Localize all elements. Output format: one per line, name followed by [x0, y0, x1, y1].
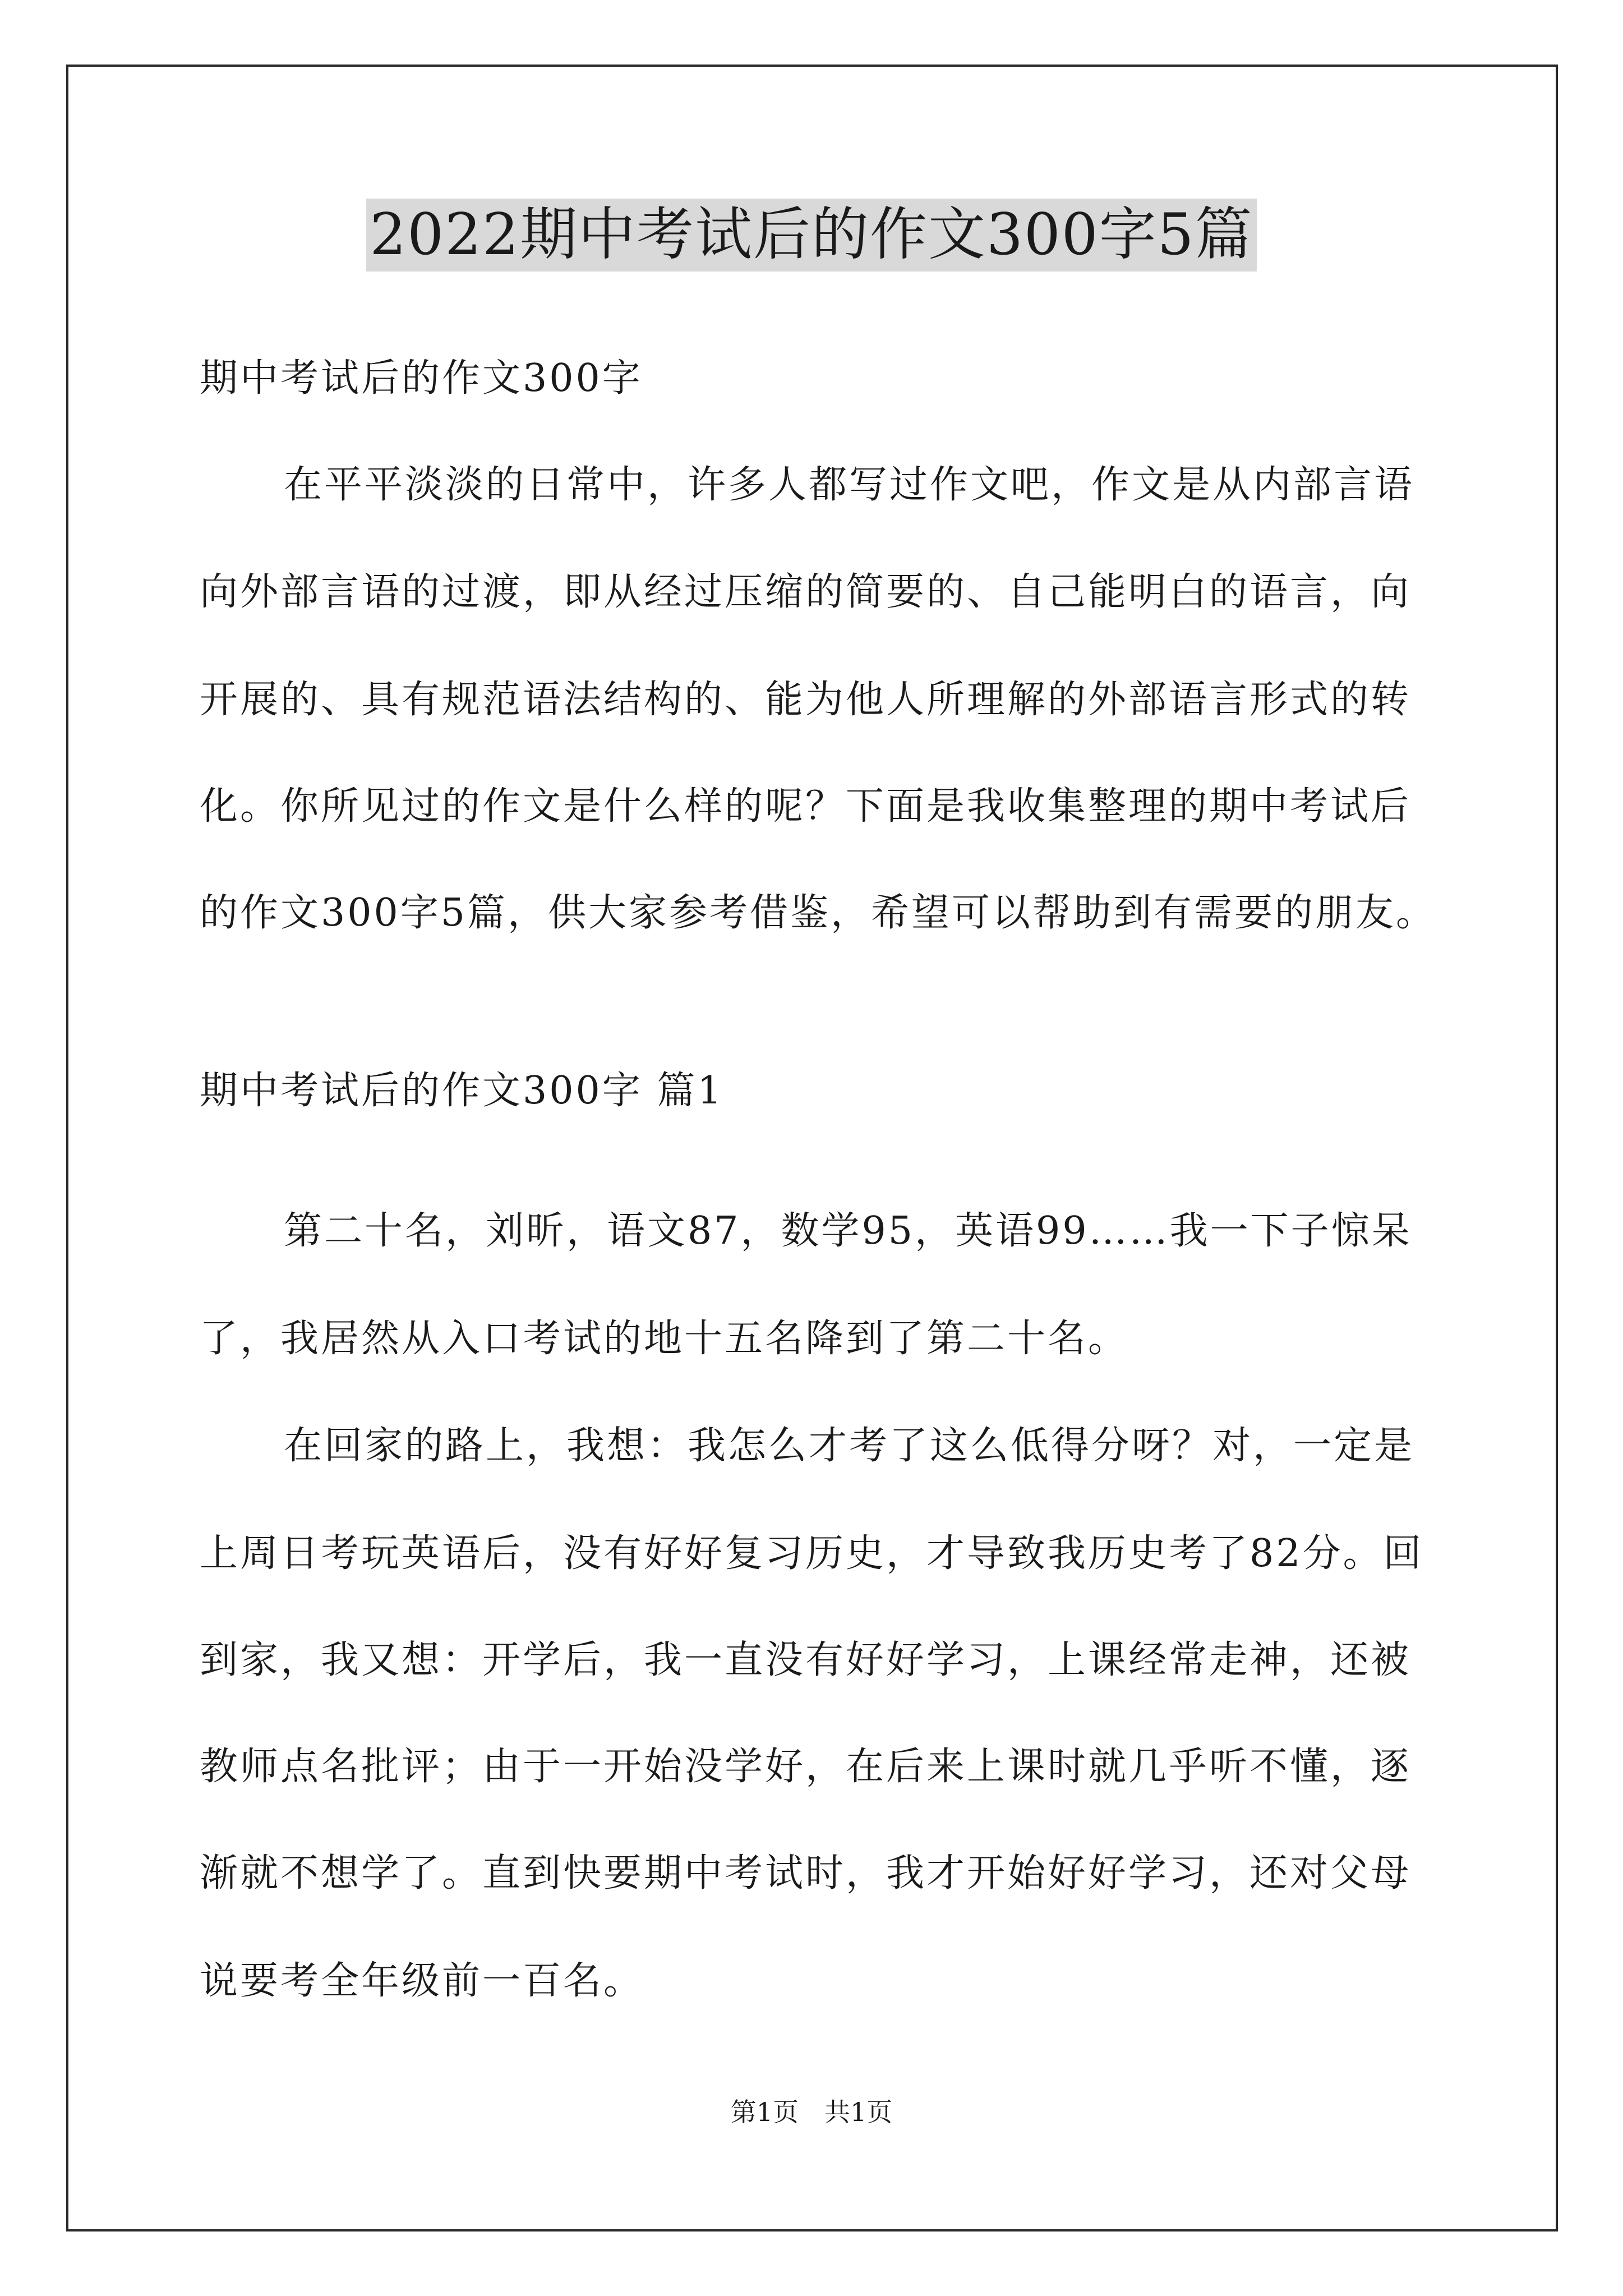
title-container	[0, 199, 1623, 272]
intro-line: 化。你所见过的作文是什么样的呢？下面是我收集整理的期中考试后	[200, 784, 1412, 829]
paragraph-line: 说要考全年级前一百名。	[200, 1959, 644, 2003]
intro-heading: 期中考试后的作文300字	[200, 356, 643, 401]
paragraph-line: 第二十名，刘昕，语文87，数学95，英语99……我一下子惊呆	[284, 1209, 1412, 1253]
intro-line: 向外部言语的过渡，即从经过压缩的简要的、自己能明白的语言，向	[200, 570, 1412, 614]
paragraph-line: 渐就不想学了。直到快要期中考试时，我才开始好好学习，还对父母	[200, 1851, 1412, 1895]
document-title: 2022期中考试后的作文300字5篇	[366, 199, 1256, 272]
paragraph-line: 在回家的路上，我想：我怎么才考了这么低得分呀？对，一定是	[284, 1424, 1415, 1468]
paragraph-line: 上周日考玩英语后，没有好好复习历史，才导致我历史考了82分。回	[200, 1531, 1424, 1576]
intro-line: 在平平淡淡的日常中，许多人都写过作文吧，作文是从内部言语	[284, 463, 1415, 507]
paragraph-line: 到家，我又想：开学后，我一直没有好好学习，上课经常走神，还被	[200, 1638, 1412, 1682]
section-heading: 期中考试后的作文300字 篇1	[200, 1069, 724, 1113]
intro-line: 的作文300字5篇，供大家参考借鉴，希望可以帮助到有需要的朋友。	[200, 891, 1437, 935]
page-number: 第1页 共1页	[730, 2097, 893, 2127]
paragraph-line: 教师点名批评；由于一开始没学好，在后来上课时就几乎听不懂，逐	[200, 1745, 1412, 1789]
paragraph-line: 了，我居然从入口考试的地十五名降到了第二十名。	[200, 1317, 1129, 1361]
intro-line: 开展的、具有规范语法结构的、能为他人所理解的外部语言形式的转	[200, 678, 1412, 722]
